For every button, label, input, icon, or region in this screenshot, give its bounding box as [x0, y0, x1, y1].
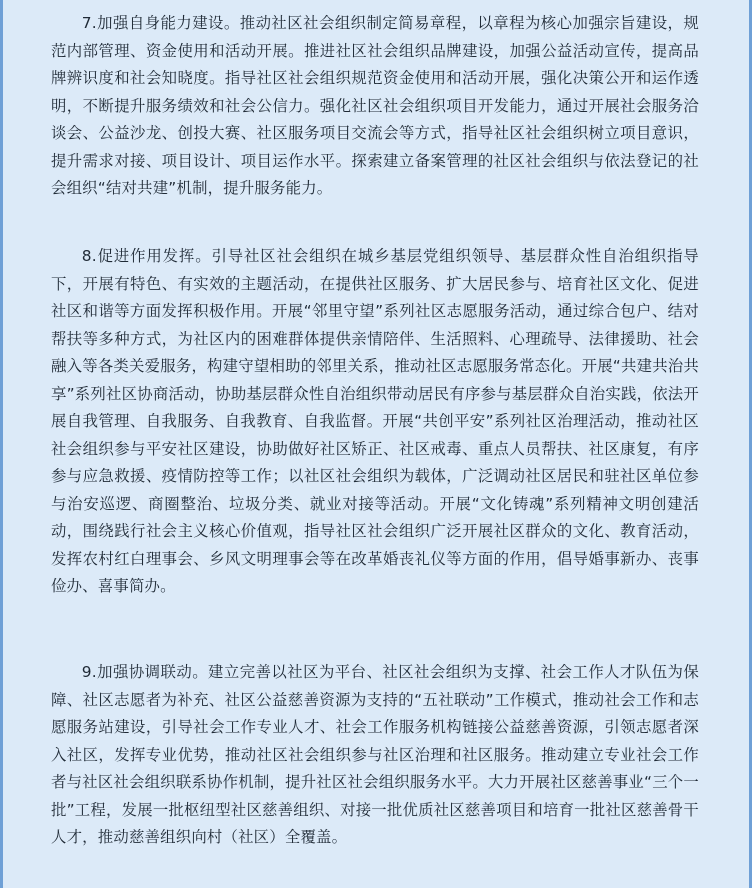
paragraph-7: 7.加强自身能力建设。推动社区社会组织制定简易章程，以章程为核心加强宗旨建设，规范内部管理、资金使用和活动开展。推进社区社会组织品牌建设，加强公益活动宣传，提高品牌辨识度和社会知晓度。指导社区社会组织规范资金使用和活动开展，强化决策公开和运作透明，不断提升服务绩效和社会公信力。强化社区社会组织项目开发能力，通过开展社会服务洽谈会、公益沙龙、创投大赛、社区服务项目交流会等方式，指导社区社会组织树立项目意识，提升需求对接、项目设计、项目运作水平。探索建立备案管理的社区社会组织与依法登记的社会组织“结对共建”机制，提升服务能力。: [51, 14, 699, 197]
paragraph-8: 8.促进作用发挥。引导社区社会组织在城乡基层党组织领导、基层群众性自治组织指导下，开展有特色、有实效的主题活动，在提供社区服务、扩大居民参与、培育社区文化、促进社区和谐等方面发挥积极作用。开展“邻里守望”系列社区志愿服务活动，通过综合包户、结对帮扶等多种方式，为社区内的困难群体提供亲情陪伴、生活照料、心理疏导、法律援助、社会融入等各类关爱服务，构建守望相助的邻里关系，推动社区志愿服务常态化。开展“共建共治共享”系列社区协商活动，协助基层群众性自治组织带动居民有序参与基层群众自治实践，依法开展自我管理、自我服务、自我教育、自我监督。开展“共创平安”系列社区治理活动，推动社区社会组织参与平安社区建设，协助做好社区矫正、社区戒毒、重点人员帮扶、社区康复，有序参与应急救援、疫情防控等工作；以社区社会组织为载体，广泛调动社区居民和驻社区单位参与治安巡逻、商圈整治、垃圾分类、就业对接等活动。开展“文化铸魂”系列精神文明创建活动，围绕践行社会主义核心价值观，指导社区社会组织广泛开展社区群众的文化、教育活动，发挥农村红白理事会、乡风文明理事会等在改革婚丧礼仪等方面的作用，倡导婚事新办、丧事俭办、喜事简办。: [51, 247, 699, 595]
paragraph-9: 9.加强协调联动。建立完善以社区为平台、社区社会组织为支撑、社会工作人才队伍为保障、社区志愿者为补充、社区公益慈善资源为支持的“五社联动”工作模式，推动社会工作和志愿服务站建设，引导社会工作专业人才、社会工作服务机构链接公益慈善资源，引领志愿者深入社区，发挥专业优势，推动社区社会组织参与社区治理和社区服务。推动建立专业社会工作者与社区社会组织联系协作机制，提升社区社会组织服务水平。大力开展社区慈善事业“三个一批”工程，发展一批枢纽型社区慈善组织、对接一批优质社区慈善项目和培育一批社区慈善骨干人才，推动慈善组织向村（社区）全覆盖。: [51, 663, 699, 846]
